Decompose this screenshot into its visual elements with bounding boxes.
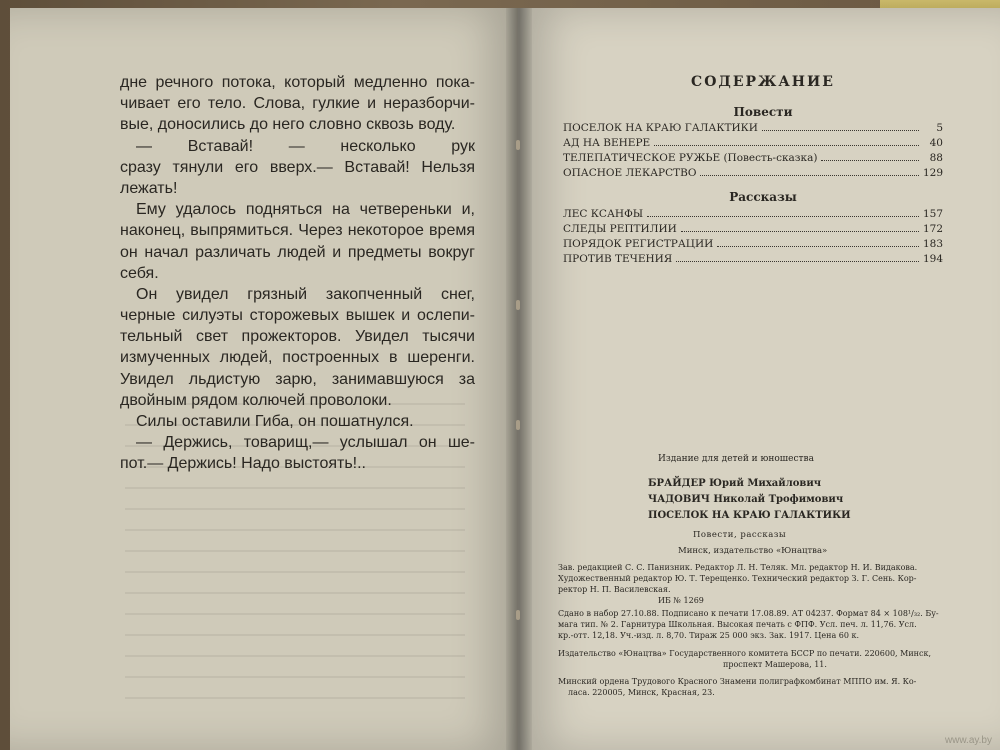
credit-line: Художественный редактор Ю. Т. Терещенко. Технический редактор З. Г. Сень. Кор-: [558, 574, 917, 583]
toc-item: [563, 137, 943, 152]
toc-item-page: 5: [936, 122, 943, 134]
text-line: пот.— Держись! Надо выстоять!..: [120, 455, 366, 473]
publisher-info-line: Издательство «Юнацтва» Государственного комитета БССР по печати. 220600, Минск,: [558, 649, 931, 658]
printer-info-line: ласа. 220005, Минск, Красная, 23.: [568, 688, 715, 697]
leader-dots: [676, 261, 919, 262]
print-line: кр.-отт. 12,18. Уч.-изд. л. 8,70. Тираж 25 000 экз. Зак. 1917. Цена 60 к.: [558, 631, 860, 640]
publisher-info: [558, 648, 948, 670]
publisher-info-line: проспект Машерова, 11.: [723, 660, 827, 669]
print-line: Сдано в набор 27.10.88. Подписано к печати 17.08.89. АТ 04237. Формат 84 × 108¹/₃₂. Бу-: [558, 609, 939, 618]
toc-section-heading: Рассказы: [729, 190, 797, 204]
binding-stitch: [516, 140, 520, 150]
leader-dots: [762, 130, 919, 131]
text-line: наконец, выпрямиться. Через некоторое время: [120, 222, 475, 240]
text-line: Силы оставили Гиба, он пошатнулся.: [136, 413, 414, 430]
toc-item-page: 157: [922, 208, 943, 220]
toc-item-name: ЛЕС КСАНФЫ: [563, 208, 644, 220]
genre: Повести, рассказы: [693, 530, 787, 540]
toc-item: [563, 122, 943, 137]
binding-stitch: [516, 420, 520, 430]
book-gutter: [506, 8, 532, 750]
toc-item-name: ПОСЕЛОК НА КРАЮ ГАЛАКТИКИ: [563, 122, 758, 134]
author-2: ЧАДОВИЧ Николай Трофимович: [648, 494, 844, 505]
text-line: Увидел льдистую зарю, занимавшуюся за: [120, 370, 475, 388]
right-page: [518, 8, 1000, 750]
toc-item-page: 172: [922, 223, 943, 235]
toc-item-name: ПРОТИВ ТЕЧЕНИЯ: [563, 253, 673, 265]
editorial-credits: [558, 562, 948, 606]
publisher-line: Минск, издательство «Юнацтва»: [678, 546, 828, 556]
toc-item-page: 194: [922, 253, 943, 265]
left-page: [10, 8, 520, 750]
binding-stitch: [516, 610, 520, 620]
story-text: [120, 72, 475, 475]
toc-title: СОДЕРЖАНИЕ: [691, 74, 835, 90]
text-line: себя.: [120, 264, 159, 282]
text-line: чивает его тело. Слова, гулкие и неразборчи-: [120, 95, 475, 113]
printer-info-line: Минский ордена Трудового Красного Знамени полиграфкомбинат МППО им. Я. Ко-: [558, 677, 917, 686]
toc-item-name: ОПАСНОЕ ЛЕКАРСТВО: [563, 167, 697, 179]
printer-info: [558, 676, 948, 698]
text-line: тельный свет прожекторов. Увидел тысячи: [120, 328, 475, 346]
toc-section-heading: Повести: [733, 105, 793, 119]
text-line: он начал различать людей и предметы вокруг: [120, 243, 475, 261]
toc-item-page: 183: [922, 238, 943, 250]
toc-item: [563, 152, 943, 167]
text-line: лежать!: [120, 179, 178, 197]
toc-item-page: 129: [922, 167, 943, 179]
toc-item: [563, 167, 943, 182]
leader-dots: [647, 216, 919, 217]
text-line: вые, доносились до него словно сквозь воду.: [120, 116, 456, 134]
leader-dots: [681, 231, 919, 232]
book-title: ПОСЕЛОК НА КРАЮ ГАЛАКТИКИ: [648, 510, 851, 521]
toc-list-novellas: [563, 122, 943, 182]
binding-stitch: [516, 300, 520, 310]
toc-item-page: 40: [929, 137, 943, 149]
text-line: измученных людей, построенных в шеренги.: [120, 349, 475, 367]
credit-line: ректор Н. П. Василевская.: [558, 585, 671, 594]
toc-item-name: АД НА ВЕНЕРЕ: [563, 137, 651, 149]
toc-item-name: ТЕЛЕПАТИЧЕСКОЕ РУЖЬЕ (Повесть-сказка): [563, 152, 818, 164]
credit-line: Зав. редакцией С. С. Панизник. Редактор Л. Н. Теляк. Мл. редактор Н. И. Видакова.: [558, 563, 918, 572]
print-details: [558, 608, 948, 641]
watermark: www.ay.by: [944, 735, 992, 746]
text-line: Ему удалось подняться на четвереньки и,: [136, 201, 475, 219]
audience-note: Издание для детей и юношества: [658, 454, 814, 464]
author-1: БРАЙДЕР Юрий Михайлович: [648, 478, 822, 489]
text-line: — Держись, товарищ,— услышал он ше-: [136, 434, 475, 452]
text-line: черные силуэты сторожевых вышек и ослепи-: [120, 307, 475, 325]
text-line: дне речного потока, который медленно пока-: [120, 74, 475, 91]
text-line: сразу тянули его вверх.— Вставай! Нельзя: [120, 158, 475, 176]
text-line: Он увидел грязный закопченный снег,: [136, 285, 475, 303]
toc-item: [563, 208, 943, 223]
ib-number: ИБ № 1269: [658, 596, 704, 605]
toc-list-stories: [563, 208, 943, 268]
print-line: мага тип. № 2. Гарнитура Школьная. Высокая печать с ФПФ. Усл. печ. л. 11,76. Усл.: [558, 620, 917, 629]
toc-item: [563, 253, 943, 268]
toc-item-name: ПОРЯДОК РЕГИСТРАЦИИ: [563, 238, 714, 250]
toc-item-name: СЛЕДЫ РЕПТИЛИИ: [563, 223, 677, 235]
text-line: — Вставай! — несколько рук: [136, 137, 475, 155]
toc-item-page: 88: [929, 152, 943, 164]
leader-dots: [700, 175, 919, 176]
text-line: двойным рядом колючей проволоки.: [120, 391, 392, 409]
leader-dots: [654, 145, 919, 146]
toc-item: [563, 238, 943, 253]
leader-dots: [717, 246, 919, 247]
toc-item: [563, 223, 943, 238]
leader-dots: [821, 160, 919, 161]
